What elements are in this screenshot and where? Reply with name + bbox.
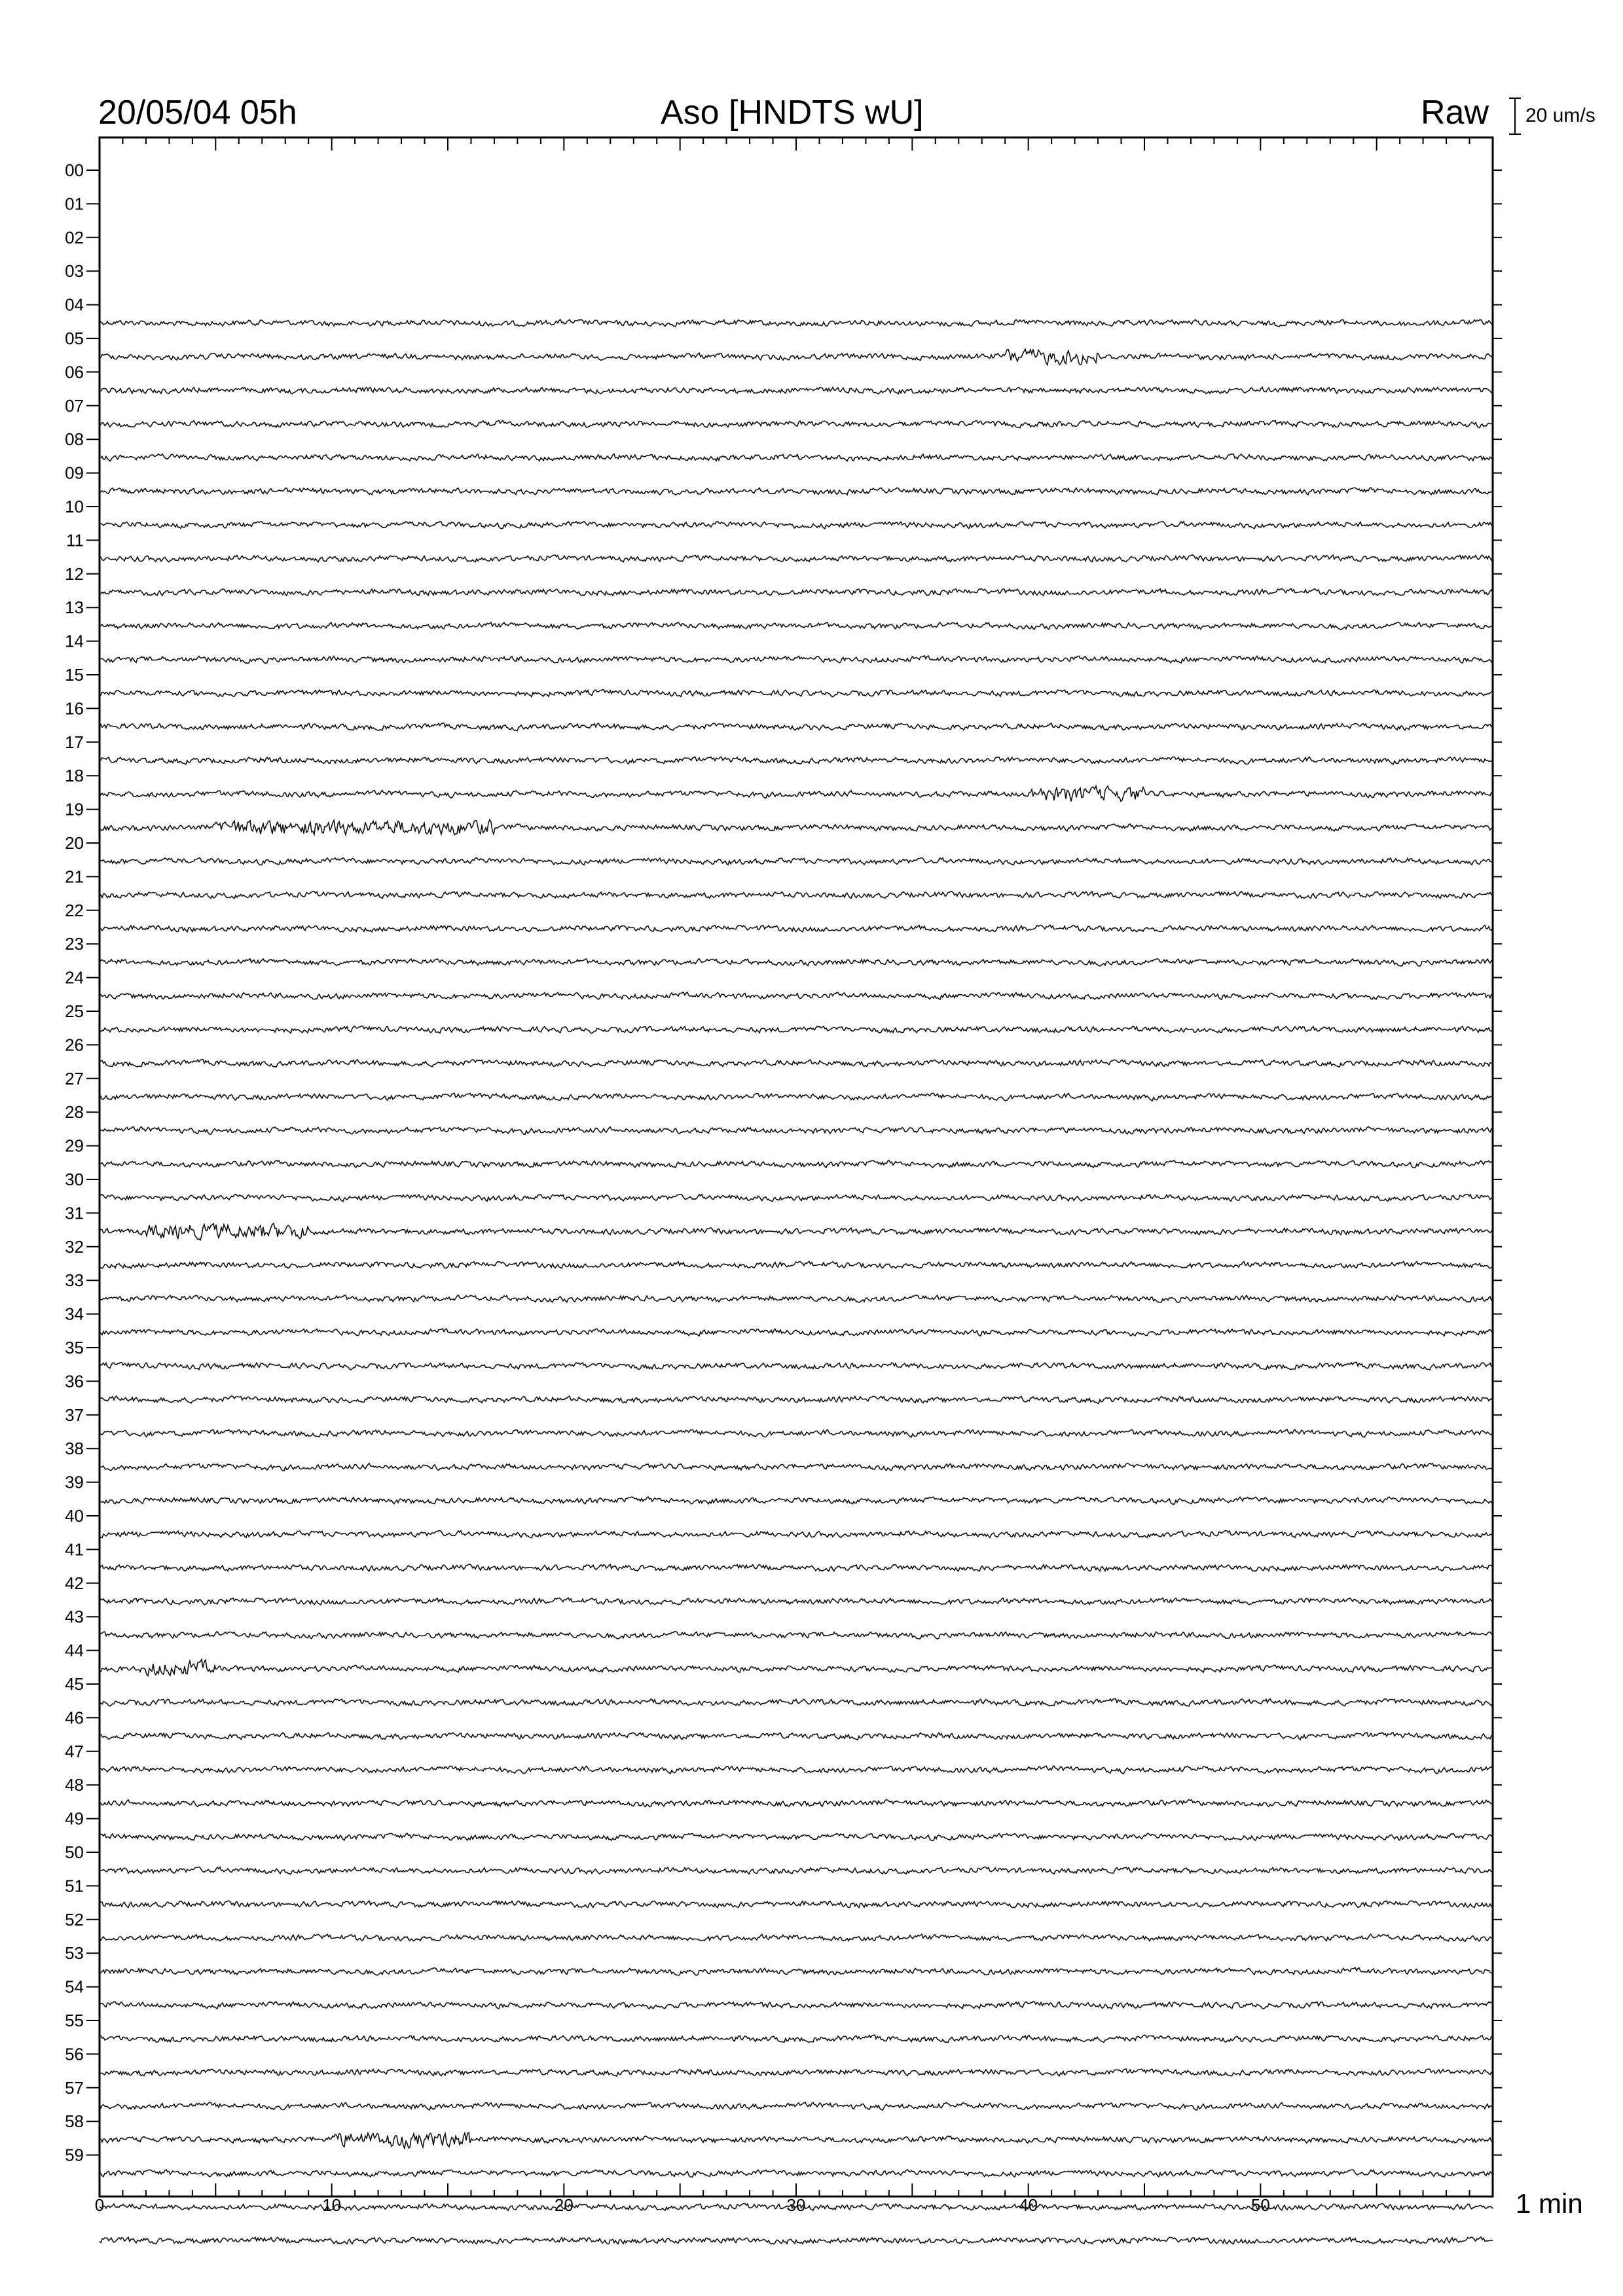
row-label: 40 xyxy=(65,1506,84,1526)
row-label: 57 xyxy=(65,2077,84,2098)
trace-line xyxy=(100,2132,1493,2148)
row-label: 12 xyxy=(65,564,84,584)
row-label: 20 xyxy=(65,833,84,853)
row-label: 29 xyxy=(65,1136,84,1156)
row-label: 21 xyxy=(65,867,84,887)
row-label: 22 xyxy=(65,900,84,920)
row-label: 33 xyxy=(65,1270,84,1291)
row-label: 28 xyxy=(65,1102,84,1122)
row-label: 37 xyxy=(65,1405,84,1425)
tick-marks xyxy=(86,137,1502,2197)
row-label: 38 xyxy=(65,1439,84,1459)
row-label: 46 xyxy=(65,1708,84,1728)
trace-line xyxy=(100,420,1493,427)
trace-line xyxy=(100,1060,1493,1067)
row-label: 19 xyxy=(65,799,84,819)
row-label: 59 xyxy=(65,2145,84,2165)
row-label: 51 xyxy=(65,1876,84,1896)
mode-label: Raw xyxy=(1421,94,1489,132)
station-title: Aso [HNDTS wU] xyxy=(661,94,924,132)
trace-line xyxy=(100,1698,1493,1706)
trace-line xyxy=(100,2069,1493,2076)
x-tick-label: 10 xyxy=(322,2195,342,2215)
row-label: 13 xyxy=(65,598,84,618)
row-label: 31 xyxy=(65,1203,84,1223)
trace-line xyxy=(100,2170,1493,2177)
row-label: 50 xyxy=(65,1842,84,1862)
row-label: 07 xyxy=(65,395,84,416)
row-label: 00 xyxy=(65,160,84,180)
trace-line xyxy=(100,1934,1493,1941)
x-tick-label: 20 xyxy=(554,2195,574,2215)
row-label: 30 xyxy=(65,1170,84,1189)
row-label: 27 xyxy=(65,1068,84,1088)
trace-line xyxy=(100,1632,1493,1639)
x-tick-label: 40 xyxy=(1019,2195,1038,2215)
trace-line xyxy=(100,925,1493,932)
trace-line xyxy=(100,387,1493,394)
trace-line xyxy=(100,1497,1493,1504)
trace-line xyxy=(100,959,1493,966)
trace-line xyxy=(100,1659,1493,1676)
row-label: 43 xyxy=(65,1607,84,1627)
x-tick-label: 30 xyxy=(786,2195,806,2215)
trace-line xyxy=(100,1531,1493,1538)
trace-line xyxy=(100,723,1493,731)
trace-line xyxy=(100,1429,1493,1437)
row-label: 09 xyxy=(65,463,84,483)
trace-line xyxy=(100,2237,1493,2244)
trace-line xyxy=(100,319,1493,327)
trace-line xyxy=(100,1598,1493,1605)
trace-line xyxy=(100,1967,1493,1975)
row-label: 54 xyxy=(65,1977,84,1997)
row-label: 01 xyxy=(65,194,84,214)
trace-line xyxy=(100,1362,1493,1370)
time-unit-label: 1 min xyxy=(1516,2188,1583,2219)
row-label: 49 xyxy=(65,1808,84,1829)
trace-line xyxy=(100,1160,1493,1168)
row-label: 05 xyxy=(65,329,84,348)
plot-frame xyxy=(100,137,1493,2197)
trace-line xyxy=(100,1800,1493,1807)
row-label: 06 xyxy=(65,362,84,382)
row-label: 17 xyxy=(65,732,84,752)
row-label: 14 xyxy=(65,631,84,651)
row-label: 32 xyxy=(65,1236,84,1257)
record-date: 20/05/04 05h xyxy=(98,94,297,132)
row-label: 55 xyxy=(65,2011,84,2030)
row-label: 52 xyxy=(65,1909,84,1929)
trace-line xyxy=(100,1329,1493,1336)
trace-line xyxy=(100,1564,1493,1571)
trace-line xyxy=(100,656,1493,664)
row-label: 24 xyxy=(65,967,84,988)
row-label: 34 xyxy=(65,1304,84,1324)
row-label: 58 xyxy=(65,2111,84,2132)
row-label: 26 xyxy=(65,1035,84,1055)
trace-line xyxy=(100,819,1493,834)
trace-line xyxy=(100,992,1493,999)
trace-line xyxy=(100,1833,1493,1840)
trace-line xyxy=(100,1295,1493,1302)
trace-line xyxy=(100,1261,1493,1268)
row-label: 36 xyxy=(65,1371,84,1391)
trace-line xyxy=(100,690,1493,697)
trace-line xyxy=(100,1396,1493,1404)
trace-line xyxy=(100,1093,1493,1100)
row-label: 42 xyxy=(65,1573,84,1593)
trace-line xyxy=(100,1867,1493,1874)
row-label: 25 xyxy=(65,1001,84,1021)
trace-line xyxy=(100,1223,1493,1240)
trace-line xyxy=(100,1732,1493,1740)
row-label: 39 xyxy=(65,1472,84,1492)
traces xyxy=(100,319,1493,2244)
row-label: 10 xyxy=(65,497,84,516)
trace-line xyxy=(100,891,1493,899)
trace-line xyxy=(100,1194,1493,1202)
row-label: 44 xyxy=(65,1640,84,1660)
row-label: 04 xyxy=(65,295,84,315)
row-label: 11 xyxy=(66,530,84,550)
trace-line xyxy=(100,757,1493,764)
trace-line xyxy=(100,2035,1493,2043)
x-tick-label: 0 xyxy=(94,2195,105,2215)
row-label: 02 xyxy=(65,227,84,247)
row-label: 56 xyxy=(65,2044,84,2064)
trace-line xyxy=(100,1127,1493,1135)
x-tick-labels xyxy=(95,2195,1270,2215)
row-label: 35 xyxy=(65,1338,84,1357)
row-label: 48 xyxy=(65,1775,84,1795)
row-label: 47 xyxy=(65,1741,84,1761)
row-label: 18 xyxy=(65,766,84,786)
x-tick-label: 50 xyxy=(1250,2195,1270,2215)
amplitude-scale-label: 20 um/s xyxy=(1525,105,1596,126)
trace-line xyxy=(100,1026,1493,1033)
trace-line xyxy=(100,2102,1493,2110)
trace-line xyxy=(100,488,1493,495)
trace-line xyxy=(100,858,1493,865)
row-label: 15 xyxy=(65,665,84,685)
row-label: 53 xyxy=(65,1943,84,1964)
row-label: 08 xyxy=(65,429,84,450)
trace-line xyxy=(100,786,1493,801)
trace-line xyxy=(100,622,1493,630)
row-label: 45 xyxy=(65,1674,84,1694)
trace-line xyxy=(100,1901,1493,1908)
row-label: 23 xyxy=(65,934,84,954)
trace-line xyxy=(100,1463,1493,1471)
row-label: 16 xyxy=(65,698,84,719)
row-label: 03 xyxy=(65,261,84,281)
row-label: 41 xyxy=(65,1539,84,1560)
trace-line xyxy=(100,350,1493,365)
trace-line xyxy=(100,1766,1493,1774)
trace-line xyxy=(100,588,1493,596)
trace-line xyxy=(100,454,1493,461)
trace-line xyxy=(100,555,1493,562)
trace-line xyxy=(100,522,1493,529)
row-labels xyxy=(65,160,84,2165)
trace-line xyxy=(100,2001,1493,2009)
